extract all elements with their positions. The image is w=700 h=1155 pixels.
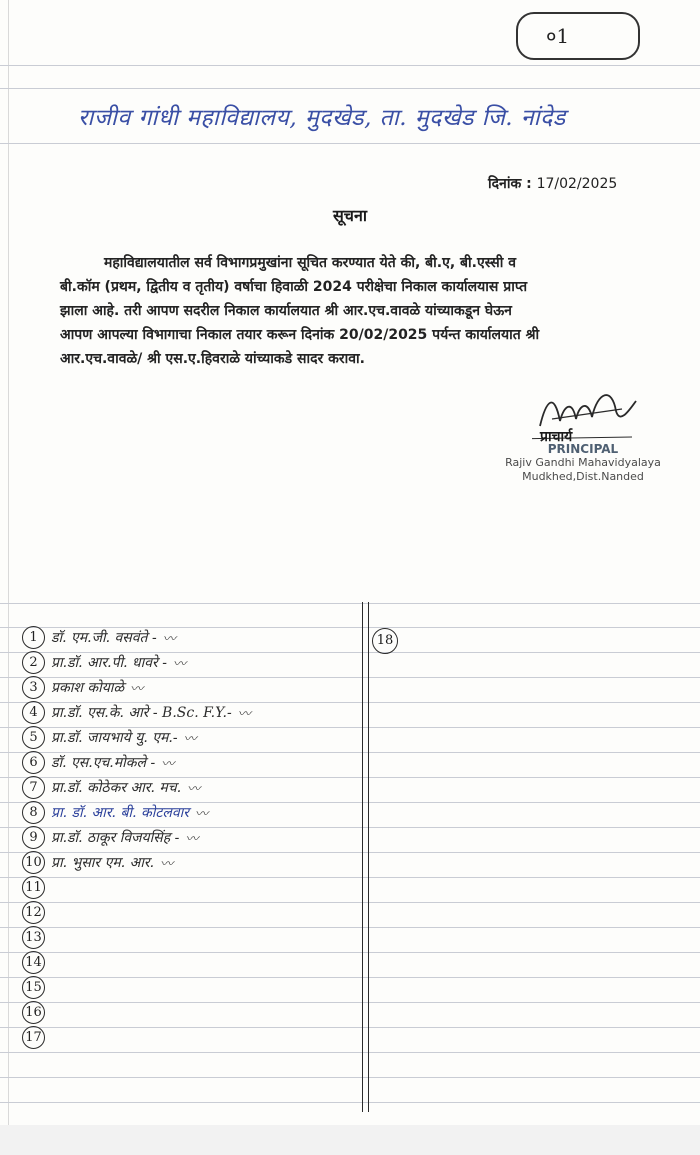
ruled-line: [0, 952, 700, 953]
list-item: [22, 626, 176, 650]
list-item: [22, 1001, 57, 1025]
entry-number: 6: [22, 751, 45, 774]
entry-signature: 〰: [185, 832, 199, 847]
list-item: [22, 801, 208, 825]
ruled-line: [0, 1077, 700, 1078]
entry-number: 1: [22, 626, 45, 649]
entry-signature: 〰: [162, 632, 176, 647]
college-title: राजीव गांधी महाविद्यालय, मुदखेड, ता. मुदखेड जि. नांदेड: [78, 105, 566, 131]
notice-body: [60, 251, 644, 371]
page-number-box: [516, 12, 640, 60]
entry-name: प्रा. डॉ. आर. बी. कोटलवार: [51, 805, 190, 821]
entry-name: प्रा.डॉ. ठाकूर विजयसिंह -: [51, 830, 180, 846]
date-value: 17/02/2025: [536, 176, 618, 192]
body-line: महाविद्यालयातील सर्व विभागप्रमुखांना सूचित करण्यात येते की, बी.ए, बी.एस्सी व: [104, 255, 517, 271]
body-line: बी.कॉम (प्रथम, द्वितीय व तृतीय) वर्षाचा हिवाळी 2024 परीक्षेचा निकाल कार्यालयास प्राप्त: [60, 279, 528, 295]
entry-signature: 〰: [172, 657, 186, 672]
list-item: [22, 826, 198, 850]
list-item: [22, 901, 57, 925]
page-bottom-edge: [0, 1125, 700, 1155]
entry-number: 15: [22, 976, 45, 999]
entry-name: प्रा.डॉ. जायभाये यु. एम.-: [51, 730, 178, 746]
list-item: [22, 726, 197, 750]
entry-signature: 〰: [161, 757, 175, 772]
notice-heading: सूचना: [332, 206, 367, 225]
entry-name: प्रा.डॉ. एस.के. आरे - B.Sc. F.Y.-: [51, 705, 232, 721]
ruled-line: [0, 927, 700, 928]
entry-signature: 〰: [160, 857, 174, 872]
entry-signature: 〰: [237, 707, 251, 722]
column-divider: [362, 602, 363, 1112]
entry-number: 17: [22, 1026, 45, 1049]
date-label: दिनांक :: [488, 176, 532, 192]
stamp-line: PRINCIPAL: [547, 442, 619, 456]
stamp-line: Rajiv Gandhi Mahavidyalaya: [505, 456, 661, 469]
entry-number: 2: [22, 651, 45, 674]
ruled-line: [0, 977, 700, 978]
ruled-line: [0, 1002, 700, 1003]
entry-signature: 〰: [195, 807, 209, 822]
entry-signature: 〰: [187, 782, 201, 797]
entry-name: प्रा.डॉ. आर.पी. धावरे -: [51, 655, 167, 671]
entry-number: 5: [22, 726, 45, 749]
ruled-line: [0, 1102, 700, 1103]
entry-number: 13: [22, 926, 45, 949]
list-item: [22, 851, 173, 875]
list-item: [22, 976, 57, 1000]
side-entry: [372, 628, 398, 654]
entry-signature: 〰: [183, 732, 197, 747]
entry-name: डॉ. एम.जी. वसवंते -: [51, 630, 157, 646]
page-number: ०1: [546, 24, 570, 48]
ruled-line: [0, 1027, 700, 1028]
entry-name: प्रा. भुसार एम. आर.: [51, 855, 155, 871]
entry-number: 18: [372, 628, 398, 654]
list-item: [22, 776, 200, 800]
body-line: आर.एच.वावळे/ श्री एस.ए.हिवराळे यांच्याकडे सादर करावा.: [60, 351, 365, 367]
entry-number: 16: [22, 1001, 45, 1024]
date-line: [488, 174, 617, 193]
ruled-line: [0, 902, 700, 903]
ruled-line: [0, 603, 700, 604]
principal-stamp: [503, 442, 663, 484]
ruled-line: [0, 65, 700, 66]
entry-number: 12: [22, 901, 45, 924]
list-item: [22, 1026, 57, 1050]
entry-name: प्रा.डॉ. कोठेकर आर. मच.: [51, 780, 182, 796]
entry-number: 9: [22, 826, 45, 849]
column-divider: [368, 602, 369, 1112]
stamp-line: Mudkhed,Dist.Nanded: [522, 470, 644, 483]
list-item: [22, 701, 251, 725]
list-item: [22, 876, 57, 900]
ruled-line: [0, 877, 700, 878]
list-item: [22, 651, 186, 675]
list-item: [22, 676, 143, 700]
list-item: [22, 951, 57, 975]
entry-number: 4: [22, 701, 45, 724]
entry-number: 8: [22, 801, 45, 824]
ruled-line: [0, 88, 700, 89]
entry-number: 10: [22, 851, 45, 874]
ruled-line: [0, 143, 700, 144]
body-line: झाला आहे. तरी आपण सदरील निकाल कार्यालयात श्री आर.एच.वावळे यांच्याकडून घेऊन: [60, 303, 512, 319]
list-item: [22, 926, 57, 950]
entry-number: 11: [22, 876, 45, 899]
entry-number: 14: [22, 951, 45, 974]
signatory-title: प्राचार्य: [540, 429, 573, 445]
entry-name: डॉ. एस.एच.मोकले -: [51, 755, 156, 771]
list-item: [22, 751, 174, 775]
ruled-line: [0, 1052, 700, 1053]
entry-signature: 〰: [130, 682, 144, 697]
entry-name: प्रकाश कोयाळे: [51, 680, 125, 696]
entry-number: 7: [22, 776, 45, 799]
body-line: आपण आपल्या विभागाचा निकाल तयार करून दिनांक 20/02/2025 पर्यन्त कार्यालयात श्री: [60, 327, 540, 343]
entry-number: 3: [22, 676, 45, 699]
margin-line: [8, 0, 9, 1125]
